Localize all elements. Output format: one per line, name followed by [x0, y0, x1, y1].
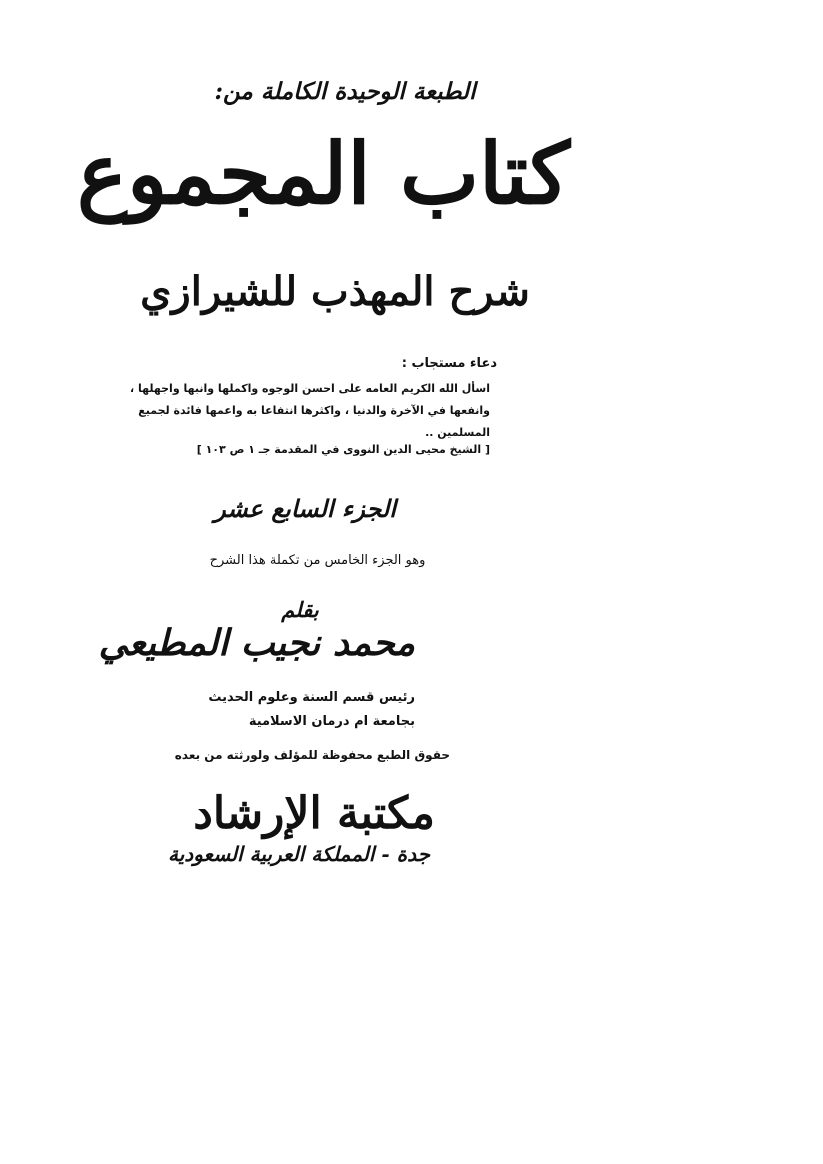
dua-source: [ الشيخ محيى الدين النووى في المقدمة جـ ١ ص ١٠٣ ]	[196, 443, 490, 456]
author-name: محمد نجيب المطيعي	[98, 622, 415, 664]
copyright-note: حقوق الطبع محفوظة للمؤلف ولورثته من بعده	[174, 748, 450, 762]
author-intro: بقلم	[281, 597, 319, 622]
part-note: وهو الجزء الخامس من تكملة هذا الشرح	[209, 553, 426, 568]
part-title: الجزء السابع عشر	[214, 494, 396, 523]
author-position	[208, 686, 415, 734]
dua-line: المسلمين ..	[425, 426, 490, 439]
dua-line: اسأل الله الكريم العامه على احسن الوجوه واكملها وانبها واجهلها ،	[129, 382, 490, 395]
edition-intro-line: الطبعة الوحيدة الكاملة من:	[214, 78, 476, 105]
dua-text	[125, 378, 490, 444]
dua-line: وانفعها في الآخرة والدنيا ، واكثرها انتفاعا به واعمها فائدة لجميع	[138, 404, 490, 417]
publisher-name: مكتبة الإرشاد	[193, 788, 435, 839]
author-position-line: رئيس قسم السنة وعلوم الحديث	[208, 690, 415, 705]
author-position-line: بجامعة ام درمان الاسلامية	[248, 714, 415, 729]
book-title: كتاب المجموع	[76, 124, 570, 223]
publisher-location: جدة - المملكة العربية السعودية	[168, 842, 430, 866]
book-subtitle: شرح المهذب للشيرازي	[140, 268, 530, 315]
dua-heading: دعاء مستجاب :	[401, 356, 497, 371]
